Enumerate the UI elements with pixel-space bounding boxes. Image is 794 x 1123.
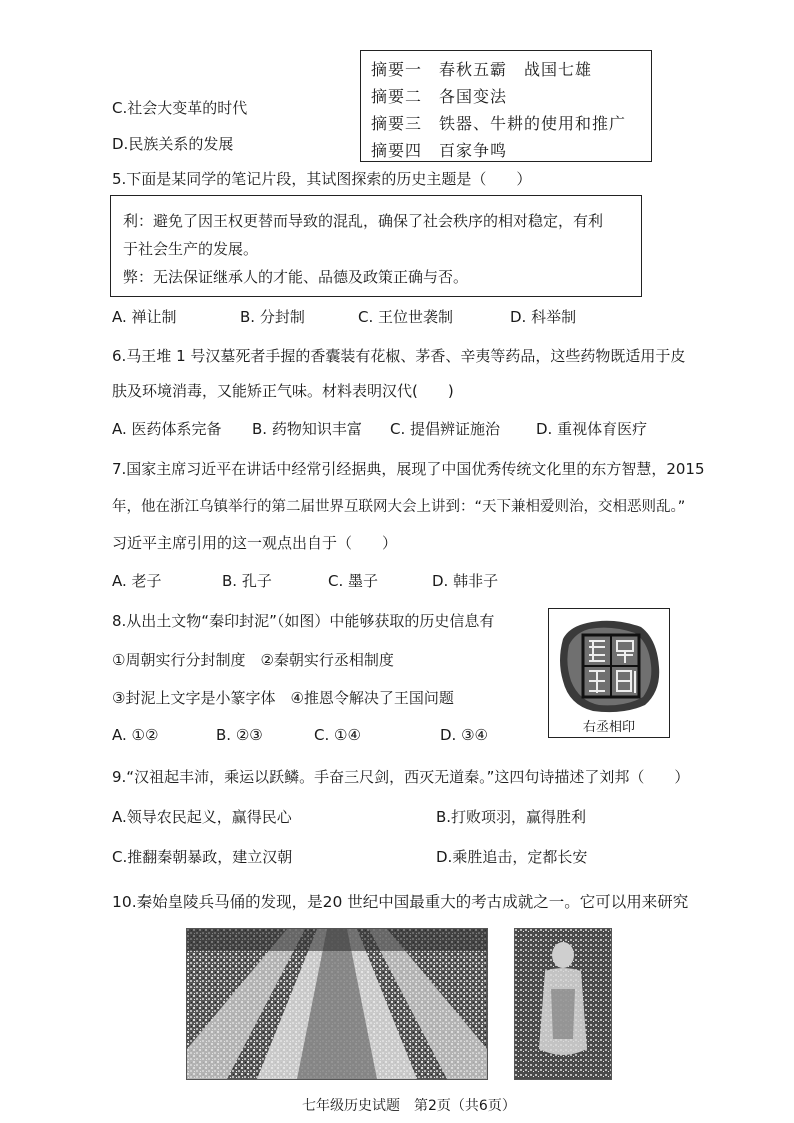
q8-option-c: C. ①④ xyxy=(314,726,361,744)
q7-option-c: C. 墨子 xyxy=(328,572,379,590)
terracotta-warrior-photo xyxy=(514,928,612,1080)
q4-option-d: D.民族关系的发展 xyxy=(112,135,234,153)
q4-option-c: C.社会大变革的时代 xyxy=(112,99,248,117)
excerpt-text: 百家争鸣 xyxy=(439,141,508,160)
q5-option-b: B. 分封制 xyxy=(240,308,305,326)
terracotta-pit-photo xyxy=(186,928,488,1080)
excerpt-row-4 xyxy=(371,138,507,161)
q6-option-b: B. 药物知识丰富 xyxy=(252,420,362,438)
excerpt-text: 春秋五霸 战国七雄 xyxy=(439,60,593,79)
q8-items-2: ③封泥上文字是小篆字体 ④推恩令解决了王国问题 xyxy=(112,689,454,707)
q7-option-d: D. 韩非子 xyxy=(432,572,499,590)
excerpt-text: 铁器、牛耕的使用和推广 xyxy=(439,114,627,133)
q8-option-a: A. ①② xyxy=(112,726,159,744)
q10-stem: 10.秦始皇陵兵马俑的发现，是20 世纪中国最重大的考古成就之一。它可以用来研究 xyxy=(112,893,689,911)
q9-stem: 9.“汉祖起丰沛，乘运以跃鳞。手奋三尺剑，西灭无道秦。”这四句诗描述了刘邦（ ） xyxy=(112,768,690,786)
q7-line-1: 7.国家主席习近平在讲话中经常引经据典，展现了中国优秀传统文化里的东方智慧，2015 xyxy=(112,460,705,478)
q6-option-a: A. 医药体系完备 xyxy=(112,420,222,438)
excerpt-tag: 摘要一 xyxy=(371,60,423,79)
seal-clay-figure xyxy=(548,608,670,738)
q8-option-b: B. ②③ xyxy=(216,726,263,744)
q8-option-d: D. ③④ xyxy=(440,726,488,744)
q9-option-d: D.乘胜追击，定都长安 xyxy=(436,848,588,866)
q5-note-box xyxy=(110,195,642,297)
q5-option-d: D. 科举制 xyxy=(510,308,577,326)
q5-option-c: C. 王位世袭制 xyxy=(358,308,454,326)
q9-option-a: A.领导农民起义，赢得民心 xyxy=(112,808,292,826)
excerpt-text: 各国变法 xyxy=(439,87,508,106)
q5-stem: 5.下面是某同学的笔记片段，其试图探索的历史主题是（ ） xyxy=(112,170,532,188)
q7-line-2: 年，他在浙江乌镇举行的第二届世界互联网大会上讲到：“天下兼相爱则治，交相恶则乱。” xyxy=(112,499,686,515)
q5-option-a: A. 禅让制 xyxy=(112,308,177,326)
excerpt-row-1 xyxy=(371,57,592,80)
excerpt-tag: 摘要四 xyxy=(371,141,423,160)
q6-line-1: 6.马王堆 1 号汉墓死者手握的香囊装有花椒、茅香、辛夷等药品，这些药物既适用于皮 xyxy=(112,347,686,365)
page-footer: 七年级历史试题 第2页（共6页） xyxy=(302,1098,516,1114)
excerpt-row-2 xyxy=(371,84,507,107)
q7-option-b: B. 孔子 xyxy=(222,572,272,590)
q5-note-line: 弊：无法保证继承人的才能、品德及政策正确与否。 xyxy=(123,268,469,286)
q8-stem: 8.从出土文物“秦印封泥”（如图）中能够获取的历史信息有 xyxy=(112,612,495,630)
q6-option-c: C. 提倡辨证施治 xyxy=(390,420,501,438)
seal-caption: 右丞相印 xyxy=(582,720,636,735)
q5-note-line: 于社会生产的发展。 xyxy=(123,240,259,258)
q5-note-line: 利：避免了因王权更替而导致的混乱，确保了社会秩序的相对稳定，有利 xyxy=(123,212,604,230)
excerpt-box xyxy=(360,50,652,162)
excerpt-row-3 xyxy=(371,111,626,134)
q6-line-2: 肤及环境消毒，又能矫正气味。材料表明汉代( ) xyxy=(112,382,454,400)
q9-option-b: B.打败项羽，赢得胜利 xyxy=(436,808,587,826)
q7-line-3: 习近平主席引用的这一观点出自于（ ） xyxy=(112,534,398,552)
excerpt-tag: 摘要二 xyxy=(371,87,423,106)
q9-option-c: C.推翻秦朝暴政，建立汉朝 xyxy=(112,848,293,866)
seal-clay-image xyxy=(549,609,669,737)
q8-items-1: ①周朝实行分封制度 ②秦朝实行丞相制度 xyxy=(112,651,394,669)
q7-option-a: A. 老子 xyxy=(112,572,162,590)
excerpt-tag: 摘要三 xyxy=(371,114,423,133)
q6-option-d: D. 重视体育医疗 xyxy=(536,420,648,438)
